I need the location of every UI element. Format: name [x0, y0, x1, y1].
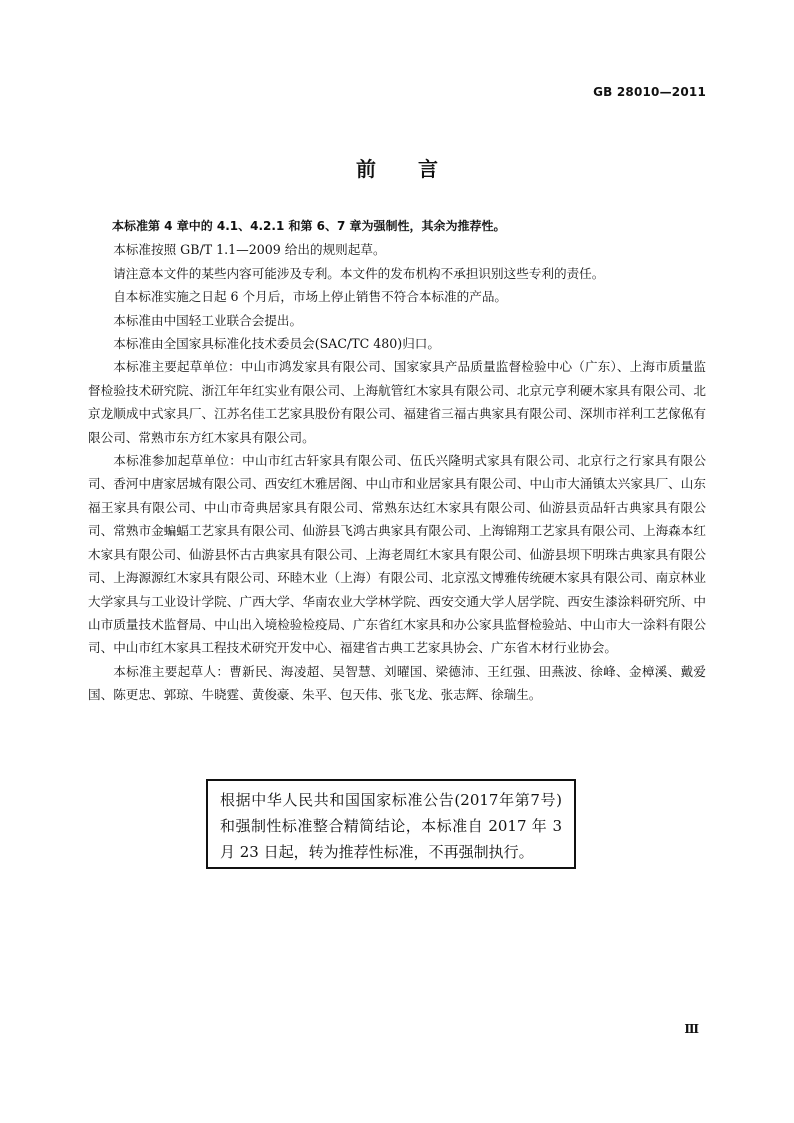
- notice-box: 根据中华人民共和国国家标准公告(2017年第7号)和强制性标准整合精简结论，本标准自 2017 年 3 月 23 日起，转为推荐性标准，不再强制执行。: [206, 779, 576, 869]
- paragraph-committee: 本标准由全国家具标准化技术委员会(SAC/TC 480)归口。: [113, 336, 440, 352]
- page-number: Ⅲ: [684, 1022, 699, 1036]
- paragraph-patent-notice: 请注意本文件的某些内容可能涉及专利。本文件的发布机构不承担识别这些专利的责任。: [113, 265, 605, 281]
- paragraph-implementation: 自本标准实施之日起 6 个月后，市场上停止销售不符合本标准的产品。: [113, 289, 508, 305]
- foreword-body: [88, 215, 706, 707]
- paragraph-mandatory-clauses: 本标准第 4 章中的 4.1、4.2.1 和第 6、7 章为强制性，其余为推荐性。: [112, 219, 506, 233]
- standard-code: GB 28010—2011: [593, 85, 706, 99]
- paragraph-main-drafters-units: 本标准主要起草单位：中山市鸿发家具有限公司、国家家具产品质量监督检验中心（广东）、上海市质量监督检验技术研究院、浙江年年红实业有限公司、上海航管红木家具有限公司、北京元亨利硬木家具有限公司、北京龙顺成中式家具厂、江苏名佳工艺家具股份有限公司、福建省三福古典家具有限公司、深圳市祥利工艺傢俬有限公司、常熟市东方红木家具有限公司。: [88, 359, 706, 445]
- paragraph-drafting-rules: 本标准按照 GB/T 1.1—2009 给出的规则起草。: [113, 242, 386, 258]
- paragraph-proposer: 本标准由中国轻工业联合会提出。: [113, 312, 303, 328]
- page-title: 前言: [356, 157, 480, 181]
- paragraph-main-drafters: 本标准主要起草人：曹新民、海凌超、吴智慧、刘曜国、梁德沛、王红强、田燕波、徐峰、金樟溪、戴爱国、陈更忠、郭琼、牛晓霆、黄俊豪、朱平、包天伟、张飞龙、张志辉、徐瑞生。: [88, 663, 706, 703]
- paragraph-participating-units: 本标准参加起草单位：中山市红古轩家具有限公司、伍氏兴隆明式家具有限公司、北京行之行家具有限公司、香河中唐家居城有限公司、西安红木雅居阁、中山市和业居家具有限公司、中山市大涌镇太兴家具厂、山东福王家具有限公司、中山市奇典居家具有限公司、常熟东达红木家具有限公司、仙游县贡品轩古典家具有限公司、常熟市金蝙蝠工艺家具有限公司、仙游县飞鸿古典家具有限公司、上海锦翔工艺家具有限公司、上海森本红木家具有限公司、仙游县怀古古典家具有限公司、上海老周红木家具有限公司、仙游县坝下明珠古典家具有限公司、上海源源红木家具有限公司、环睦木业（上海）有限公司、北京泓文博雅传统硬木家具有限公司、南京林业大学家具与工业设计学院、广西大学、华南农业大学林学院、西安交通大学人居学院、西安生漆涂料研究所、中山市质量技术监督局、中山出入境检验检疫局、广东省红木家具和办公家具监督检验站、中山市大一涂料有限公司、中山市红木家具工程技术研究开发中心、福建省古典工艺家具协会、广东省木材行业协会。: [88, 453, 706, 656]
